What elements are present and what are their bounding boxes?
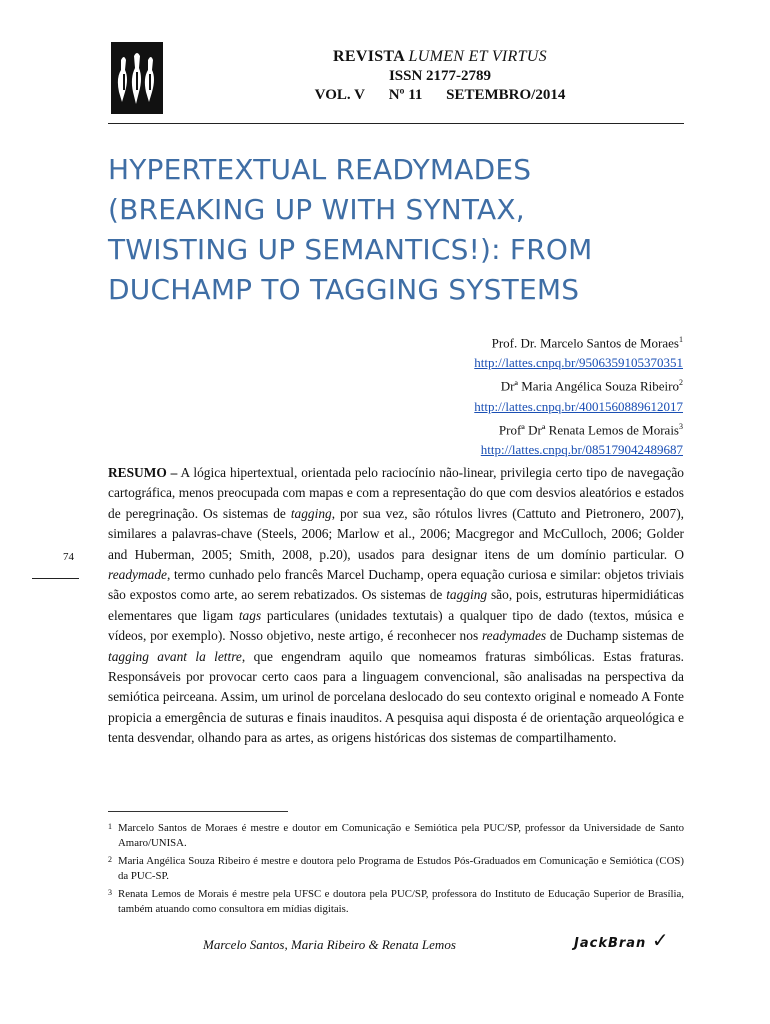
author-2-lattes-link[interactable]: http://lattes.cnpq.br/4001560889612017 — [474, 398, 683, 414]
author-2: Drª Maria Angélica Souza Ribeiro$^2$ — [500, 378, 683, 394]
abstract: RESUMO – A lógica hipertextual, orientada pelo raciocínio não-linear, privilegia certo tipo de navegação cartográfica, menos preocupada com mapas e com a representação do que com desvios aleatórios e estados de peregrinação. Os sistemas de tagging, por sua vez, são rótulos livres (Cattuto and Pietronero, 2007), similares a palavras-chave (Steels, 2006; Marlow et al., 2006; Macgregor and McCulloch, 2006; Golder and Huberman, 2005; Smith, 2008, p.20), usados para designar itens de um domínio particular. O readymade, termo cunhado pelo francês Marcel Duchamp, opera equação curiosa e similar: objetos triviais são expostos como arte, ao serem rebatizados. Os sistemas de tagging são, pois, estruturas hipermidiáticas elementares que ligam tags particulares (unidades textutais) a qualquer tipo de dado (textos, música e vídeos, por exemplo). Nosso objetivo, neste artigo, é reconhecer nos readymades de Duchamp sistemas de tagging avant la lettre, que engendram aquilo que nomeamos fraturas simbólicas. Estas fraturas. Responsáveis por provocar certo caos para a linguagem convencional, são analisadas na perspectiva da semiótica peirceana. Assim, um urinol de porcelana deslocado do seu contexto original e nomeado A Fonte propicia a emergência de suturas e finais inauditos. A pesquisa aqui disposta é de orientação arqueológica e tenta desvendar, olhando para as artes, as origens históricas dos sistemas de compartilhamento. — [108, 465, 685, 746]
journal-header — [200, 48, 680, 104]
abstract-label: RESUMO – — [108, 465, 178, 480]
page-number: 74 — [63, 551, 74, 563]
author-3: Profª Drª Renata Lemos de Morais$^3$ — [498, 421, 683, 437]
journal-issn: ISSN 2177-2789 — [388, 68, 492, 84]
checkmark-icon: ✓ — [651, 928, 670, 952]
footer-signature: JackBran ✓ — [574, 928, 670, 952]
journal-logo — [111, 42, 163, 114]
footer-authors: Marcelo Santos, Maria Ribeiro & Renata Lemos — [203, 937, 456, 952]
header-divider — [108, 123, 684, 124]
author-list — [474, 330, 683, 460]
footnote-2: 2 Maria Angélica Souza Ribeiro é mestre e doutora pelo Programa de Estudos Pós-Graduados em Comunicação e Semiótica (COS) da PUC-SP. — [108, 855, 684, 882]
author-1: Prof. Dr. Marcelo Santos de Moraes$^1$ — [491, 335, 683, 351]
journal-volume: VOL. V — [314, 87, 365, 103]
footnote-divider — [108, 811, 288, 812]
author-3-lattes-link[interactable]: http://lattes.cnpq.br/085179042489687 — [480, 441, 683, 457]
article-title: HYPERTEXTUAL READYMADES (BREAKING UP WITH SYNTAX, TWISTING UP SEMANTICS!): FROM DUCHAMP TO TAGGING SYSTEMS — [108, 153, 593, 306]
journal-volume-line — [200, 87, 680, 104]
footnote-1: 1 Marcelo Santos de Moraes é mestre e doutor em Comunicação e Semiótica pela PUC/SP, professor da Universidade de Santo Amaro/UNISA. — [108, 822, 684, 849]
footnotes — [108, 821, 684, 920]
author-1-lattes-link[interactable]: http://lattes.cnpq.br/9506359105370351 — [474, 355, 683, 371]
journal-date: SETEMBRO/2014 — [446, 87, 566, 103]
journal-name: REVISTA LUMEN ET VIRTUS — [333, 48, 547, 65]
journal-number: Nº 11 — [388, 87, 423, 103]
footnote-3: 3 Renata Lemos de Morais é mestre pela UFSC e doutora pela PUC/SP, professora do Instituto de Educação Superior de Brasília, também atuando como consultora em mídias digitais. — [108, 888, 684, 915]
page-number-rule — [32, 578, 79, 579]
